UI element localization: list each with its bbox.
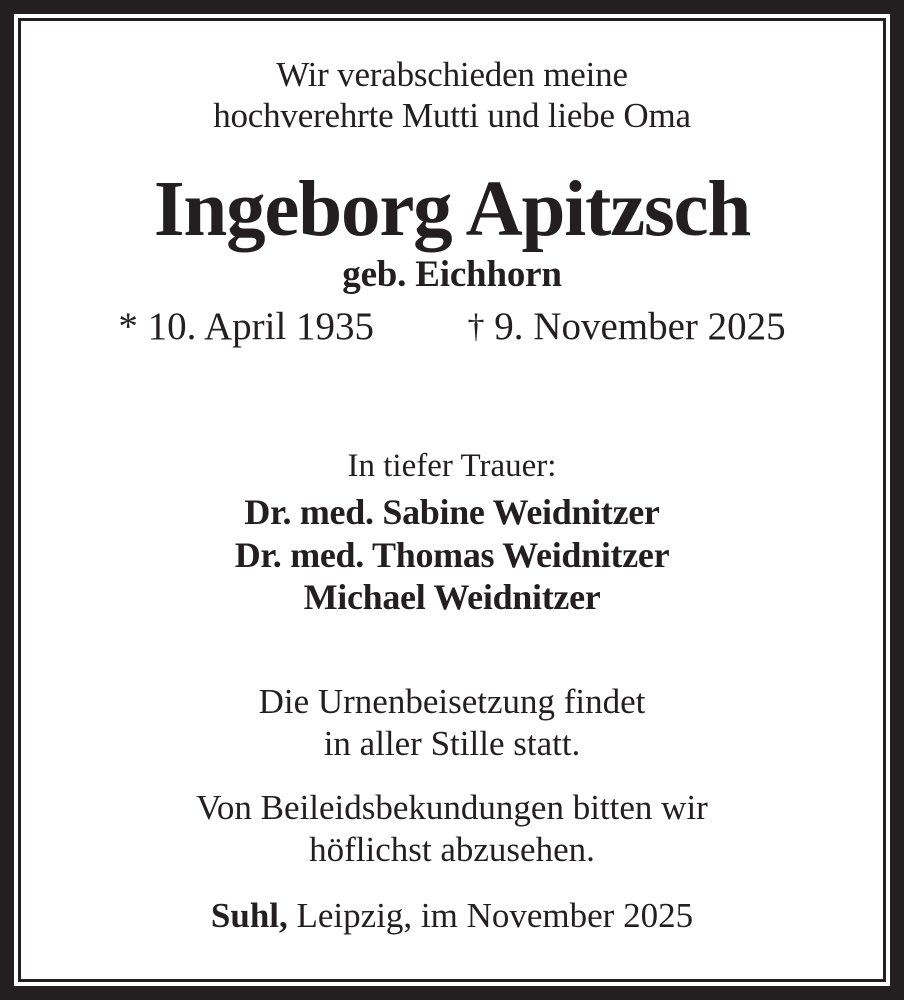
mourners-section	[61, 448, 843, 618]
birth-star-icon: *	[118, 304, 138, 348]
mourner-name: Dr. med. Sabine Weidnitzer	[244, 492, 660, 533]
maiden-name: geb. Eichhorn	[342, 253, 562, 295]
arrangements-line-2: in aller Stille statt.	[323, 723, 581, 763]
arrangements-paragraph-1	[61, 681, 843, 765]
notice-content	[21, 21, 883, 979]
mourner-name: Michael Weidnitzer	[303, 577, 601, 618]
arrangements-line-4: höflichst abzusehen.	[309, 829, 595, 869]
deceased-name: Ingeborg Apitzsch	[153, 165, 751, 253]
funeral-arrangements	[61, 681, 843, 871]
place-and-date	[61, 895, 843, 937]
salutation	[61, 55, 843, 137]
salutation-line-2: hochverehrte Mutti und liebe Oma	[213, 95, 691, 135]
place-rest: Leipzig, im November 2025	[296, 895, 694, 935]
death-date: 9. November 2025	[494, 304, 786, 348]
mourner-name: Dr. med. Thomas Weidnitzer	[234, 534, 670, 575]
place-city: Suhl,	[210, 895, 288, 935]
notice-border-gap	[14, 14, 890, 986]
death-cross-icon: †	[467, 307, 485, 345]
salutation-line-1: Wir verabschieden meine	[276, 55, 628, 94]
birth-date: 10. April 1935	[147, 304, 375, 348]
lifespan	[61, 306, 843, 349]
arrangements-line-1: Die Urnenbeisetzung findet	[258, 681, 646, 721]
notice-inner-rule	[18, 18, 886, 982]
arrangements-paragraph-2	[61, 787, 843, 871]
arrangements-line-3: Von Beileidsbekundungen bitten wir	[196, 787, 708, 827]
mourners-intro: In tiefer Trauer:	[347, 448, 557, 485]
